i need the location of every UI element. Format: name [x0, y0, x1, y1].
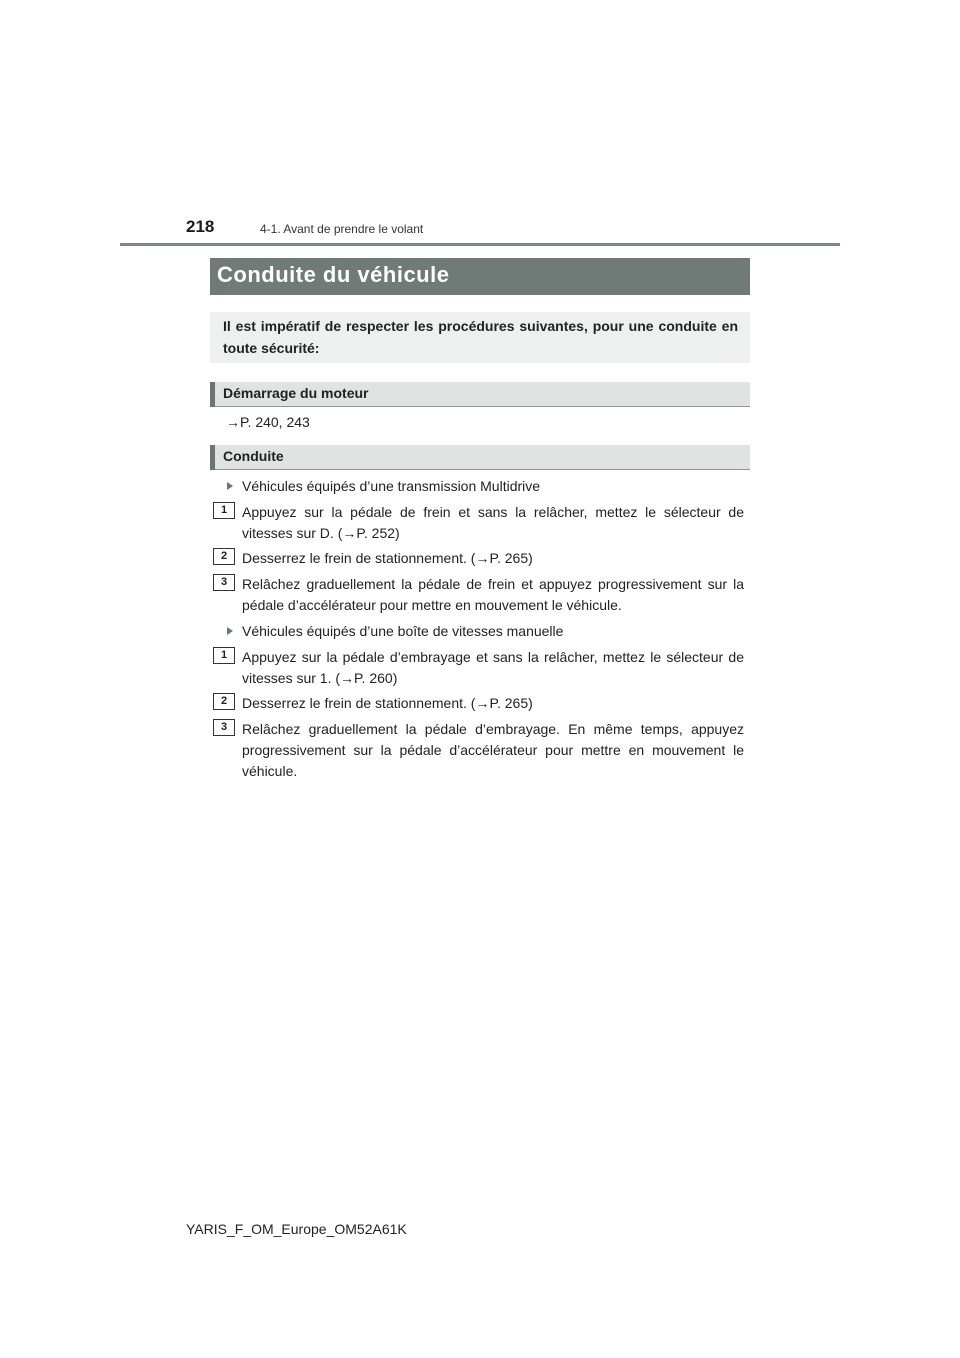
step-number-box: 2: [213, 693, 235, 710]
footer-code: YARIS_F_OM_Europe_OM52A61K: [186, 1221, 407, 1237]
step-text: Appuyez sur la pédale d’embrayage et sans la relâcher, mettez le sélecteur de vitesses sur 1. (→P. 260): [242, 649, 744, 686]
step-text: Relâchez graduellement la pédale d’embrayage. En même temps, appuyez progressivement sur la pédale d’accélérateur pour mettre en mouvement le véhicule.: [242, 721, 744, 779]
section-heading: Conduite: [223, 448, 284, 464]
section-heading: Démarrage du moteur: [223, 385, 369, 401]
step-text: Appuyez sur la pédale de frein et sans la relâcher, mettez le sélecteur de vitesses sur D. (→P. 252): [242, 504, 744, 541]
triangle-bullet-icon: [227, 482, 233, 490]
step-text: Desserrez le frein de stationnement. (→P. 265): [242, 550, 533, 566]
step-number-box: 1: [213, 502, 235, 519]
step-number-box: 3: [213, 719, 235, 736]
step-text: Desserrez le frein de stationnement. (→P. 265): [242, 695, 533, 711]
page-title: Conduite du véhicule: [217, 262, 450, 287]
section-start-engine: [210, 382, 750, 407]
chapter-title: 4-1. Avant de prendre le volant: [260, 222, 424, 236]
intro-text: Il est impératif de respecter les procédures suivantes, pour une conduite en toute sécurité:: [223, 318, 738, 356]
step-number-box: 3: [213, 574, 235, 591]
page-number: 218: [186, 217, 215, 236]
section-driving: [210, 445, 750, 470]
manual-heading: Véhicules équipés d’une boîte de vitesses manuelle: [242, 623, 564, 639]
intro-box: [210, 312, 750, 363]
multidrive-heading: Véhicules équipés d’une transmission Multidrive: [242, 478, 541, 494]
step-number-box: 1: [213, 647, 235, 664]
triangle-bullet-icon: [227, 627, 233, 635]
title-bar: [210, 258, 750, 295]
start-reference: →P. 240, 243: [226, 414, 310, 430]
header-rule: [120, 243, 840, 246]
step-number-box: 2: [213, 548, 235, 565]
step-text: Relâchez graduellement la pédale de frein et appuyez progressivement sur la pédale d’accélérateur pour mettre en mouvement le véhicule.: [242, 576, 744, 613]
